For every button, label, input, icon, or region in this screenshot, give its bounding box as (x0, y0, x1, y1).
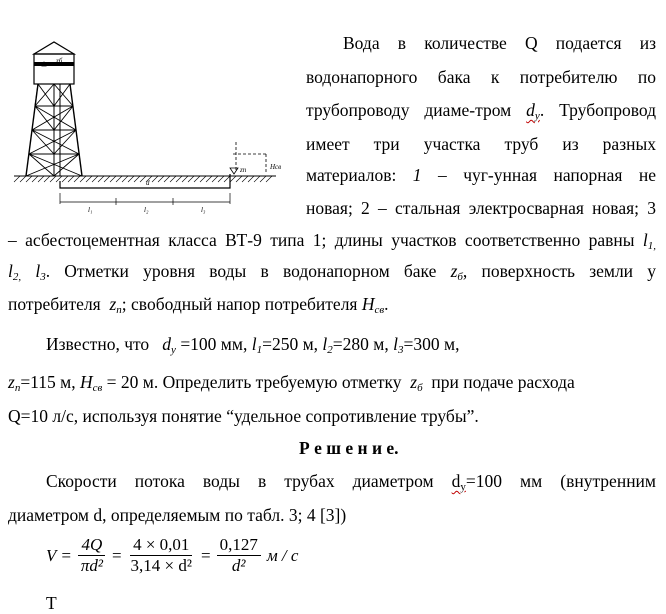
fraction-3: $\frac{0,127}{\text{d²}}$ (217, 535, 261, 576)
given-line-3: Q=10 л/с, используя понятие “удельное сопротивление трубы”. (8, 406, 479, 426)
segment-label-1: l₁ (88, 206, 93, 214)
problem-line-1: Вода в количестве Q подается из (343, 33, 656, 53)
velocity-formula: V = $\frac{4Q}{\text{πd²}}$ = $\frac{4 \times 0,01}{\text{3,14 × d²}}$ = $\frac{0,127}{\text{d²}}$ м / с (46, 535, 299, 575)
problem-line-9: потребителя $z_п$; свободный напор потребителя $H_{св}$. (8, 294, 389, 316)
given-line-2: $z_п=115$ м, $H_{св} = 20$ м. Определить требуемую отметку $z_б$ при подаче расхода (8, 372, 575, 394)
consumer-level-label: zп (240, 166, 247, 174)
problem-line-2: водонапорного бака к потребителю по (306, 67, 656, 87)
solution-line-1: Скорости потока воды в трубах диаметром $d_у=100$ мм (внутренним (46, 471, 656, 493)
problem-line-4: имеет три участка труб из разных (306, 134, 656, 154)
solution-line-2: диаметром d, определяемым по табл. 3; 4 [3]) (8, 505, 347, 525)
problem-line-7: – асбестоцементная класса ВТ-9 типа 1; длины участков соответственно равны $l_{1,}$ (8, 230, 656, 252)
problem-line-6: новая; 2 – стальная электросварная новая; 3 (306, 198, 656, 218)
free-head-label: Hсв (270, 163, 282, 171)
problem-line-8: $l_{2,}$ $l_3$. Отметки уровня воды в водонапорном баке $z_б$, поверхность земли у (8, 261, 656, 283)
segment-label-3: l₃ (201, 206, 206, 214)
solution-title: Р е ш е н и е. (299, 438, 399, 458)
tank-level-label: zб (56, 57, 63, 65)
tower-roof (34, 42, 74, 54)
water-tower-diagram (8, 36, 300, 214)
fraction-1: $\frac{4Q}{\text{πd²}}$ (78, 535, 106, 576)
problem-line-5: материалов: 1 – чуг-унная напорная не (306, 165, 657, 185)
cut-off-text: Т (46, 593, 57, 613)
given-line-1: Известно, что $d_у =100$ мм, $l_1=250$ м, $l_2=280$ м, $l_3=300$ м, (46, 334, 460, 356)
pipe-diameter-label: d (146, 179, 150, 187)
problem-line-3: трубопроводу диаме-тром $d_y$. Трубопровод (306, 100, 657, 122)
tower-tank (34, 54, 74, 84)
fraction-2: $\frac{4 \times 0,01}{\text{3,14 × d²}}$ (130, 535, 192, 575)
segment-label-2: l₂ (144, 206, 149, 214)
